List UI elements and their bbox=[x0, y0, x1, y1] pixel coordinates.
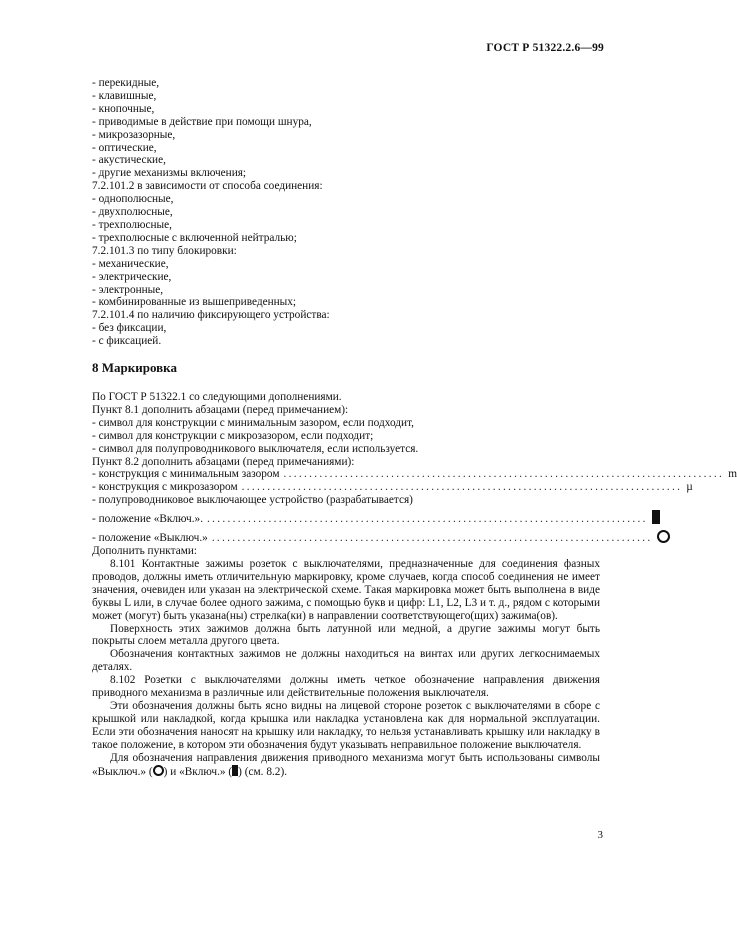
list-item: - с фиксацией. bbox=[92, 335, 162, 348]
list-item: - двухполюсные, bbox=[92, 206, 173, 219]
list-item: - без фиксации, bbox=[92, 322, 167, 335]
intro-line: - символ для конструкции с микрозазором, если подходит; bbox=[92, 429, 374, 442]
symbol-row-min-gap bbox=[92, 468, 737, 481]
list-item: - однополюсные, bbox=[92, 193, 174, 206]
paragraph-8-102 bbox=[92, 674, 600, 700]
list-item: - трехполюсные с включенной нейтралью; bbox=[92, 231, 297, 244]
leader-dots: ...................................................................................... bbox=[283, 468, 725, 481]
min-gap-symbol: m bbox=[728, 468, 737, 481]
micro-gap-symbol: µ bbox=[686, 481, 693, 494]
paragraph-text: ) и «Включ.» ( bbox=[163, 765, 233, 778]
standard-header: ГОСТ Р 51322.2.6—99 bbox=[486, 42, 604, 54]
list-item: - комбинированные из вышеприведенных; bbox=[92, 296, 297, 309]
list-item: - трехполюсные, bbox=[92, 218, 172, 231]
leader-dots: ...................................................................................... bbox=[207, 513, 648, 526]
paragraph-8-101 bbox=[92, 558, 600, 623]
symbol-row-micro-gap bbox=[92, 481, 693, 494]
symbol-label: - конструкция с минимальным зазором bbox=[92, 468, 280, 481]
symbol-label: - положение «Включ.». bbox=[92, 513, 204, 526]
list-item: - микрозазорные, bbox=[92, 128, 176, 141]
list-item: - механические, bbox=[92, 257, 169, 270]
leader-dots: ...................................................................................... bbox=[211, 532, 653, 545]
paragraph-text: 8.102 Розетки с выключателями должны иметь четкое обозначение направления движения приводного механизма в различные или действительные положения выключателя. bbox=[92, 674, 600, 700]
paragraph-marks bbox=[92, 648, 600, 674]
off-position-icon bbox=[657, 530, 670, 545]
subclause-heading: 7.2.101.3 по типу блокировки: bbox=[92, 244, 237, 257]
subclause-heading: 7.2.101.4 по наличию фиксирующего устройства: bbox=[92, 309, 330, 322]
intro-line: Пункт 8.1 дополнить абзацами (перед примечанием): bbox=[92, 403, 349, 416]
on-position-icon bbox=[652, 510, 660, 526]
intro-line: По ГОСТ Р 51322.1 со следующими дополнениями. bbox=[92, 391, 342, 403]
intro-line: Пункт 8.2 дополнить абзацами (перед примечаниями): bbox=[92, 455, 355, 468]
paragraph-text: Для обозначения направления движения приводного механизма могут быть использованы символы «Выключ.» ( bbox=[92, 751, 600, 778]
paragraph-surface bbox=[92, 623, 600, 649]
list-item: - приводимые в действие при помощи шнура, bbox=[92, 115, 312, 128]
list-item: - акустические, bbox=[92, 154, 166, 167]
list-item: - клавишные, bbox=[92, 89, 157, 102]
paragraph-text: Обозначения контактных зажимов не должны находиться на винтах или других легкоснимаемых деталях. bbox=[92, 648, 600, 674]
list-item: - оптические, bbox=[92, 141, 157, 154]
intro-line: - символ для полупроводникового выключателя, если используется. bbox=[92, 442, 419, 455]
list-item: - электрические, bbox=[92, 270, 172, 283]
paragraph-text: Эти обозначения должны быть ясно видны на лицевой стороне розеток с выключателями в сборе с крышкой или накладкой, когда крышка или накладка установлена как для нормальной эксплуатации. Если эти обозначения наносят на крышку или накладку, то нельзя устанавливать крышку или накладку в такое положение, в котором эти обозначения будут указывать неправильное положение выключателя. bbox=[92, 699, 600, 751]
symbol-label: - конструкция с микрозазором bbox=[92, 481, 238, 494]
subclause-heading: 7.2.101.2 в зависимости от способа соединения: bbox=[92, 180, 323, 193]
symbol-row-off bbox=[92, 526, 653, 545]
list-item: - кнопочные, bbox=[92, 102, 155, 115]
list-item: - другие механизмы включения; bbox=[92, 167, 247, 180]
off-symbol-icon bbox=[153, 765, 164, 776]
leader-dots: ...................................................................................... bbox=[241, 481, 683, 494]
section-title: 8 Маркировка bbox=[92, 360, 177, 375]
paragraph-text: ) (см. 8.2). bbox=[238, 765, 288, 778]
paragraph-visible bbox=[92, 700, 600, 752]
paragraph-text: Поверхность этих зажимов должна быть латунной или медной, а другие зажимы могут быть покрыты слоем металла другого цвета. bbox=[92, 622, 600, 648]
paragraph-symbols bbox=[92, 752, 600, 779]
symbol-label: - положение «Выключ.» bbox=[92, 532, 208, 545]
list-item: - электронные, bbox=[92, 283, 164, 296]
body-paragraphs bbox=[92, 558, 600, 778]
symbol-row-semiconductor: - полупроводниковое выключающее устройство (разрабатывается) bbox=[92, 494, 413, 507]
intro-line: - символ для конструкции с минимальным зазором, если подходит, bbox=[92, 416, 414, 429]
supplement-line: Дополнить пунктами: bbox=[92, 545, 198, 558]
section-intro bbox=[92, 391, 737, 558]
paragraph-text: 8.101 Контактные зажимы розеток с выключателями, предназначенные для соединения фазных проводов, должны иметь отличительную маркировку, кроме случаев, когда способ соединения не имеет значения, очевиден или указан на электрической схеме. Такая маркировка может быть выполнена в виде буквы L или, в случае более одного зажима, с помощью букв и цифр: L1, L2, L3 и т. д., рядом с которыми может (могут) быть указана(ны) стрелка(ки) в направлении соответствующего(щих) зажима(ов). bbox=[92, 558, 600, 622]
symbol-row-on bbox=[92, 507, 648, 526]
classification-list bbox=[92, 77, 612, 348]
list-item: - перекидные, bbox=[92, 77, 160, 89]
page-number: 3 bbox=[597, 829, 603, 841]
